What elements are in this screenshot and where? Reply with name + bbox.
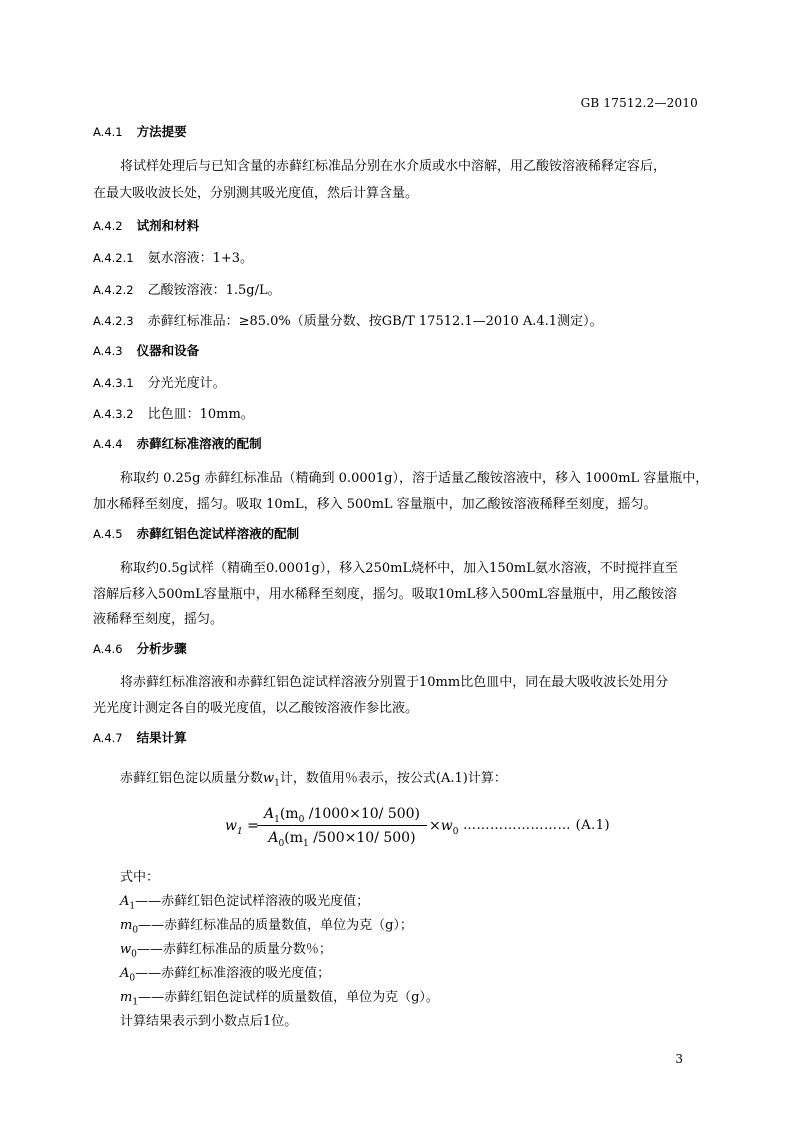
section-number: A.4.7 xyxy=(93,731,123,745)
item-text: 乙酸铵溶液：1.5g/L。 xyxy=(147,283,281,298)
item-a4423 xyxy=(93,310,603,329)
paragraph-line: 加水稀释至刻度，摇匀。吸取 10mL，移入 500mL 容量瓶中，加乙酸铵溶液稀释至刻度，摇匀。 xyxy=(93,497,657,512)
paragraph-line: 称取约0.5g试样（精确至0.0001g），移入250mL烧杯中，加入150mL氨水溶液，不时搅拌直至 xyxy=(120,561,678,576)
section-heading-a445 xyxy=(93,524,299,542)
definition-item: $A_0——$赤藓红标准溶液的吸光度值； xyxy=(120,966,331,984)
item-text: 氨水溶液：1+3。 xyxy=(147,251,254,266)
paragraph-line: 将赤藓红标准溶液和赤藓红铝色淀试样溶液分别置于10mm比色皿中，同在最大吸收波长处用分 xyxy=(120,675,669,690)
formula-fraction xyxy=(257,803,427,848)
paragraph-line: 称取约 0.25g 赤藓红标准品（精确到 0.0001g），溶于适量乙酸铵溶液中，移入 1000mL 容量瓶中， xyxy=(120,471,709,486)
formula-lhs: $w_1$ = xyxy=(225,818,259,837)
definition-item: $m_0——$赤藓红标准品的质量数值，单位为克（g）； xyxy=(120,918,413,936)
paragraph-line: 溶解后移入500mL容量瓶中，用水稀释至刻度，摇匀。吸取10mL移入500mL容量瓶中，用乙酸铵溶 xyxy=(93,587,678,602)
formula-a1 xyxy=(225,803,625,853)
item-text: 赤藓红标准品：≥85.0%（质量分数、按GB/T 17512.1—2010 A.4.1测定）。 xyxy=(147,314,603,329)
item-number: A.4.2.1 xyxy=(93,251,134,265)
formula-numerator: $A_1(m_0$ /1000×10/ 500) xyxy=(257,803,427,826)
paragraph-line: 在最大吸收波长处，分别测其吸光度值，然后计算含量。 xyxy=(93,186,419,201)
item-text: 比色皿：10mm。 xyxy=(147,407,254,422)
definition-item: $A_1——$赤藓红铝色淀试样溶液的吸光度值； xyxy=(120,894,370,912)
section-heading-a443 xyxy=(93,341,199,359)
equation-label: …………………… (A.1) xyxy=(463,818,611,833)
item-number: A.4.3.1 xyxy=(93,376,134,390)
section-title: 赤藓红标准溶液的配制 xyxy=(136,436,262,451)
section-number: A.4.4 xyxy=(93,437,123,451)
item-a4421 xyxy=(93,247,253,266)
item-a4432 xyxy=(93,403,254,422)
formula-rhs: $\times w_0$ xyxy=(429,818,459,837)
item-number: A.4.2.2 xyxy=(93,283,134,297)
section-title: 方法提要 xyxy=(136,124,187,139)
section-heading-a444 xyxy=(93,434,262,452)
section-heading-a447 xyxy=(93,728,187,746)
section-title: 结果计算 xyxy=(136,730,187,745)
section-number: A.4.3 xyxy=(93,344,123,358)
item-a4422 xyxy=(93,279,281,298)
section-heading-a446 xyxy=(93,639,187,657)
paragraph-line: 将试样处理后与已知含量的赤藓红标准品分别在水介质或水中溶解，用乙酸铵溶液稀释定容后， xyxy=(120,159,667,174)
item-a4431 xyxy=(93,372,226,391)
section-number: A.4.2 xyxy=(93,219,123,233)
section-number: A.4.1 xyxy=(93,125,123,139)
standard-number: GB 17512.2—2010 xyxy=(580,96,698,110)
section-heading-a441 xyxy=(93,122,187,140)
calculation-note: 计算结果表示到小数点后1位。 xyxy=(120,1014,298,1029)
paragraph-line: 液稀释至刻度，摇匀。 xyxy=(93,612,224,627)
item-number: A.4.3.2 xyxy=(93,407,134,421)
item-number: A.4.2.3 xyxy=(93,314,134,328)
section-number: A.4.6 xyxy=(93,642,123,656)
definitions-intro: 式中： xyxy=(120,870,160,885)
definition-item: $m_1——$赤藓红铝色淀试样的质量数值，单位为克（g）。 xyxy=(120,990,439,1008)
item-text: 分光光度计。 xyxy=(147,376,226,391)
section-title: 分析步骤 xyxy=(136,641,187,656)
definition-item: $w_0——$赤藓红标准品的质量分数％； xyxy=(120,942,332,960)
paragraph-line: 赤藓红铝色淀以质量分数$w_1$计，数值用％表示，按公式(A.1)计算： xyxy=(120,771,507,789)
section-title: 赤藓红铝色淀试样溶液的配制 xyxy=(136,526,300,541)
section-heading-a442 xyxy=(93,216,199,234)
section-title: 试剂和材料 xyxy=(136,218,200,233)
section-number: A.4.5 xyxy=(93,527,123,541)
section-title: 仪器和设备 xyxy=(136,343,200,358)
formula-denominator: $A_0(m_1$ /500×10/ 500) xyxy=(268,830,416,849)
page-number: 3 xyxy=(675,1052,683,1066)
paragraph-line: 光光度计测定各自的吸光度值，以乙酸铵溶液作参比液。 xyxy=(93,701,419,716)
